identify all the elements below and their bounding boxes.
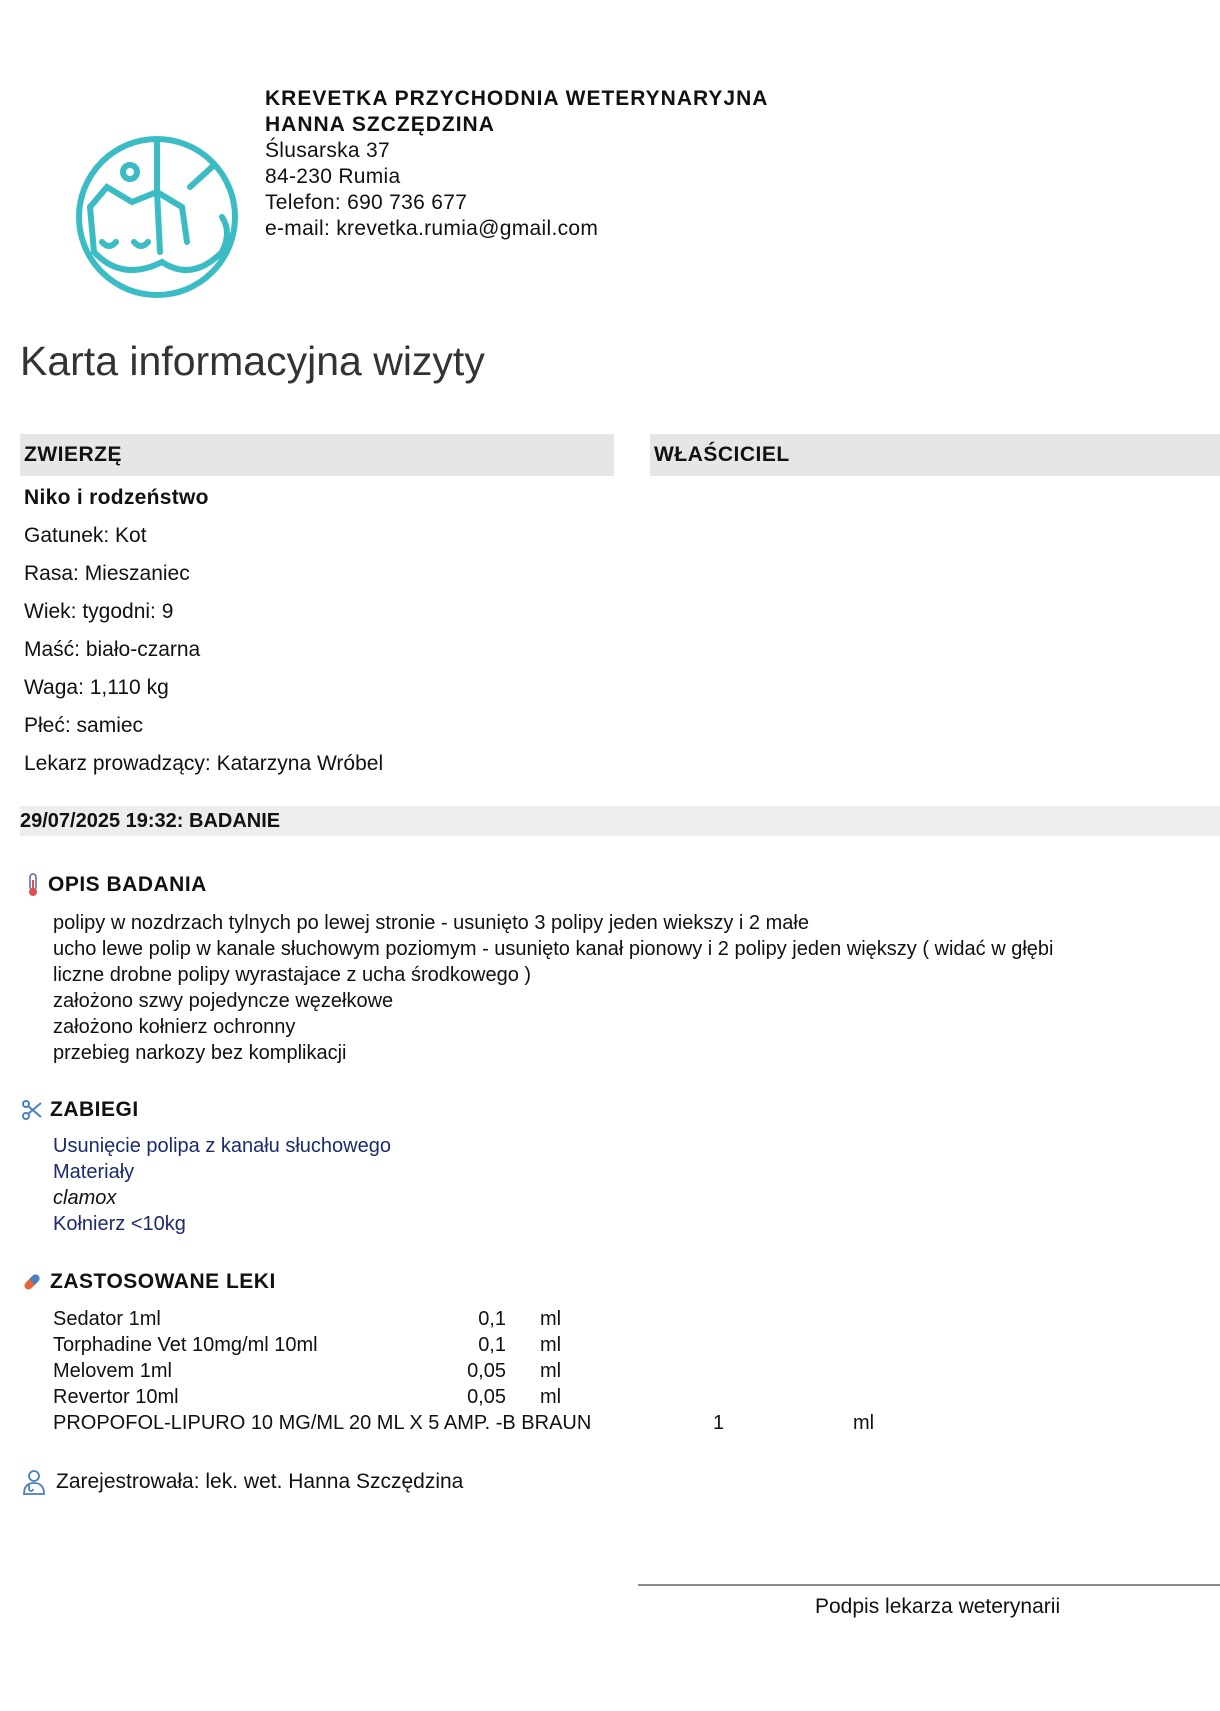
- registered-by: [20, 1468, 463, 1496]
- clinic-address: Ślusarska 37: [265, 139, 390, 162]
- signature-label: Podpis lekarza weterynarii: [815, 1595, 1061, 1618]
- clinic-info: [265, 86, 768, 242]
- owner-header-label: WŁAŚCICIEL: [654, 443, 790, 466]
- procedures-header-label: ZABIEGI: [50, 1098, 139, 1121]
- exam-line: przebieg narkozy bez komplikacji: [53, 1042, 347, 1064]
- medication-unit: ml: [540, 1308, 562, 1330]
- medication-name: Torphadine Vet 10mg/ml 10ml: [53, 1334, 318, 1356]
- animal-color: Maść: biało-czarna: [24, 638, 201, 661]
- animal-age: Wiek: tygodni: 9: [24, 600, 174, 623]
- medication-name: Revertor 10ml: [53, 1386, 179, 1408]
- medication-name: Melovem 1ml: [53, 1360, 172, 1382]
- exam-header-label: OPIS BADANIA: [48, 873, 207, 896]
- exam-line: polipy w nozdrzach tylnych po lewej stronie - usunięto 3 polipy jeden wiekszy i 2 małe: [53, 912, 809, 934]
- attending-vet: Lekarz prowadzący: Katarzyna Wróbel: [24, 752, 384, 775]
- doctor-icon: [20, 1468, 48, 1496]
- visit-header-label: 29/07/2025 19:32: BADANIE: [20, 810, 281, 832]
- procedures-list: [53, 1133, 391, 1237]
- animal-details: [24, 484, 383, 788]
- exam-line: założono kołnierz ochronny: [53, 1016, 296, 1038]
- thermometer-icon: [24, 872, 42, 898]
- materials-label: Materiały: [53, 1161, 135, 1183]
- animal-breed: Rasa: Mieszaniec: [24, 562, 190, 585]
- animal-section-header: [20, 434, 614, 476]
- scissors-icon: [20, 1098, 44, 1122]
- clinic-logo: [72, 132, 242, 302]
- medications-section-header: [20, 1270, 276, 1294]
- exam-line: liczne drobne polipy wyrastajace z ucha środkowego ): [53, 964, 532, 986]
- animal-header-label: ZWIERZĘ: [24, 443, 122, 466]
- animal-species: Gatunek: Kot: [24, 524, 147, 547]
- clinic-email: e-mail: krevetka.rumia@gmail.com: [265, 217, 599, 240]
- clinic-owner-name: HANNA SZCZĘDZINA: [265, 113, 495, 136]
- medication-name: Sedator 1ml: [53, 1308, 161, 1330]
- exam-description: [53, 910, 1054, 1066]
- procedure-item: Kołnierz <10kg: [53, 1213, 186, 1235]
- visit-header: [20, 806, 1220, 836]
- medication-unit: ml: [540, 1334, 562, 1356]
- registered-by-text: Zarejestrowała: lek. wet. Hanna Szczędzina: [56, 1470, 464, 1493]
- signature-line: [638, 1584, 1220, 1586]
- clinic-city: 84-230 Rumia: [265, 165, 401, 188]
- owner-section-header: [650, 434, 1220, 476]
- medication-qty: 0,05: [467, 1360, 506, 1382]
- procedure-item: Usunięcie polipa z kanału słuchowego: [53, 1135, 391, 1157]
- procedures-section-header: [20, 1098, 139, 1122]
- medication-unit: ml: [540, 1360, 562, 1382]
- exam-line: założono szwy pojedyncze węzełkowe: [53, 990, 394, 1012]
- medication-qty: 0,1: [478, 1308, 506, 1330]
- pill-icon: [20, 1270, 44, 1294]
- animal-sex: Płeć: samiec: [24, 714, 144, 737]
- exam-line: ucho lewe polip w kanale słuchowym poziomym - usunięto kanał pionowy i 2 polipy jeden większy ( widać w głębi: [53, 938, 1054, 960]
- clinic-name: KREVETKA PRZYCHODNIA WETERYNARYJNA: [265, 87, 769, 110]
- animal-name: Niko i rodzeństwo: [24, 486, 209, 509]
- medication-qty: 0,1: [478, 1334, 506, 1356]
- medication-unit: ml: [853, 1412, 875, 1434]
- medication-name: PROPOFOL-LIPURO 10 MG/ML 20 ML X 5 AMP. -B BRAUN: [53, 1412, 592, 1434]
- exam-section-header: [24, 872, 207, 898]
- material-item: clamox: [53, 1187, 117, 1209]
- page-title: Karta informacyjna wizyty: [20, 338, 485, 384]
- clinic-phone: Telefon: 690 736 677: [265, 191, 468, 214]
- medication-unit: ml: [540, 1386, 562, 1408]
- medication-qty: 0,05: [467, 1386, 506, 1408]
- animal-weight: Waga: 1,110 kg: [24, 676, 169, 699]
- medications-header-label: ZASTOSOWANE LEKI: [50, 1270, 276, 1293]
- medication-qty: 1: [713, 1412, 725, 1434]
